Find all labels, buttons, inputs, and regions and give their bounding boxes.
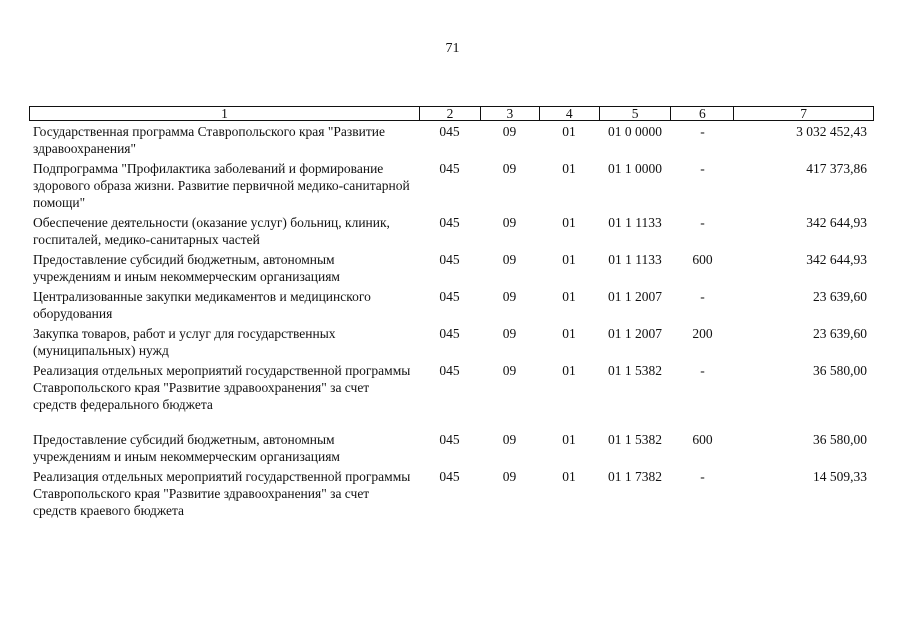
row-amount: 342 644,93 — [806, 215, 867, 230]
row-amount: 36 580,00 — [813, 432, 867, 447]
row-code-subsection: 01 — [562, 215, 576, 230]
row-code-subsection: 01 — [562, 124, 576, 139]
row-code-target: 01 1 2007 — [608, 326, 662, 341]
row-code-target: 01 1 1133 — [608, 252, 662, 267]
row-code-target: 01 1 1133 — [608, 215, 662, 230]
table-row — [29, 251, 874, 285]
row-code-target: 01 1 5382 — [608, 363, 662, 378]
row-code-expense: - — [700, 161, 705, 176]
row-name: Централизованные закупки медикаментов и медицинского оборудования — [33, 289, 371, 321]
row-code-ministry: 045 — [439, 252, 460, 267]
header-cell-4: 4 — [539, 107, 599, 120]
row-amount: 36 580,00 — [813, 363, 867, 378]
row-amount: 14 509,33 — [813, 469, 867, 484]
row-code-subsection: 01 — [562, 289, 576, 304]
table-row — [29, 214, 874, 248]
row-code-section: 09 — [502, 161, 517, 176]
row-amount: 417 373,86 — [806, 161, 867, 176]
table-row — [29, 325, 874, 359]
row-code-target: 01 1 5382 — [608, 432, 662, 447]
table-row — [29, 288, 874, 322]
row-amount: 23 639,60 — [813, 289, 867, 304]
row-code-ministry: 045 — [439, 432, 460, 447]
row-code-section: 09 — [502, 469, 517, 484]
row-code-section: 09 — [502, 432, 517, 447]
table-row — [29, 362, 874, 413]
row-code-target: 01 1 2007 — [608, 289, 662, 304]
row-code-section: 09 — [502, 326, 517, 341]
row-code-target: 01 0 0000 — [608, 124, 662, 139]
row-code-section: 09 — [502, 289, 517, 304]
header-cell-1: 1 — [221, 106, 228, 121]
row-code-expense: - — [700, 124, 705, 139]
header-cell-3: 3 — [480, 107, 539, 120]
row-code-target: 01 1 7382 — [608, 469, 662, 484]
header-cell-5: 5 — [599, 107, 671, 120]
table-row — [29, 123, 874, 157]
row-name: Предоставление субсидий бюджетным, автономным учреждениям и иным некоммерческим организациям — [33, 432, 340, 464]
row-code-expense: 600 — [692, 432, 713, 447]
header-cell-6: 6 — [670, 107, 733, 120]
row-name: Подпрограмма "Профилактика заболеваний и формирование здорового образа жизни. Развитие первичной медико-санитарной помощи" — [33, 161, 410, 210]
row-code-expense: - — [700, 215, 705, 230]
row-code-ministry: 045 — [439, 161, 460, 176]
row-code-ministry: 045 — [439, 124, 460, 139]
table-header-row — [29, 106, 874, 121]
budget-table — [29, 106, 874, 519]
row-code-section: 09 — [502, 363, 517, 378]
row-code-subsection: 01 — [562, 161, 576, 176]
row-name: Обеспечение деятельности (оказание услуг) больниц, клиник, госпиталей, медико-санитарных частей — [33, 215, 390, 247]
header-cell-7: 7 — [733, 107, 873, 120]
row-code-ministry: 045 — [439, 469, 460, 484]
row-code-expense: - — [700, 469, 705, 484]
row-code-ministry: 045 — [439, 215, 460, 230]
row-name: Реализация отдельных мероприятий государственной программы Ставропольского края "Развитие здравоохранения" за счет средств федерального бюджета — [33, 363, 411, 412]
row-name: Государственная программа Ставропольского края "Развитие здравоохранения" — [33, 124, 385, 156]
row-code-subsection: 01 — [562, 469, 576, 484]
row-code-expense: 200 — [692, 326, 713, 341]
row-code-section: 09 — [502, 124, 517, 139]
row-amount: 3 032 452,43 — [796, 124, 867, 139]
row-name: Предоставление субсидий бюджетным, автономным учреждениям и иным некоммерческим организациям — [33, 252, 340, 284]
row-code-expense: - — [700, 289, 705, 304]
row-code-subsection: 01 — [562, 363, 576, 378]
header-cell-2: 2 — [419, 107, 480, 120]
row-code-subsection: 01 — [562, 252, 576, 267]
row-code-section: 09 — [502, 252, 517, 267]
row-code-expense: - — [700, 363, 705, 378]
row-amount: 342 644,93 — [806, 252, 867, 267]
row-code-ministry: 045 — [439, 363, 460, 378]
row-code-subsection: 01 — [562, 326, 576, 341]
row-amount: 23 639,60 — [813, 326, 867, 341]
page-number: 71 — [445, 41, 460, 56]
row-name: Закупка товаров, работ и услуг для государственных (муниципальных) нужд — [33, 326, 336, 358]
row-code-target: 01 1 0000 — [608, 161, 662, 176]
row-name: Реализация отдельных мероприятий государственной программы Ставропольского края "Развитие здравоохранения" за счет средств краевого бюджета — [33, 469, 411, 518]
row-code-expense: 600 — [692, 252, 713, 267]
table-row — [29, 160, 874, 211]
row-code-section: 09 — [502, 215, 517, 230]
row-code-subsection: 01 — [562, 432, 576, 447]
row-code-ministry: 045 — [439, 289, 460, 304]
table-row — [29, 431, 874, 465]
row-code-ministry: 045 — [439, 326, 460, 341]
table-row — [29, 468, 874, 519]
